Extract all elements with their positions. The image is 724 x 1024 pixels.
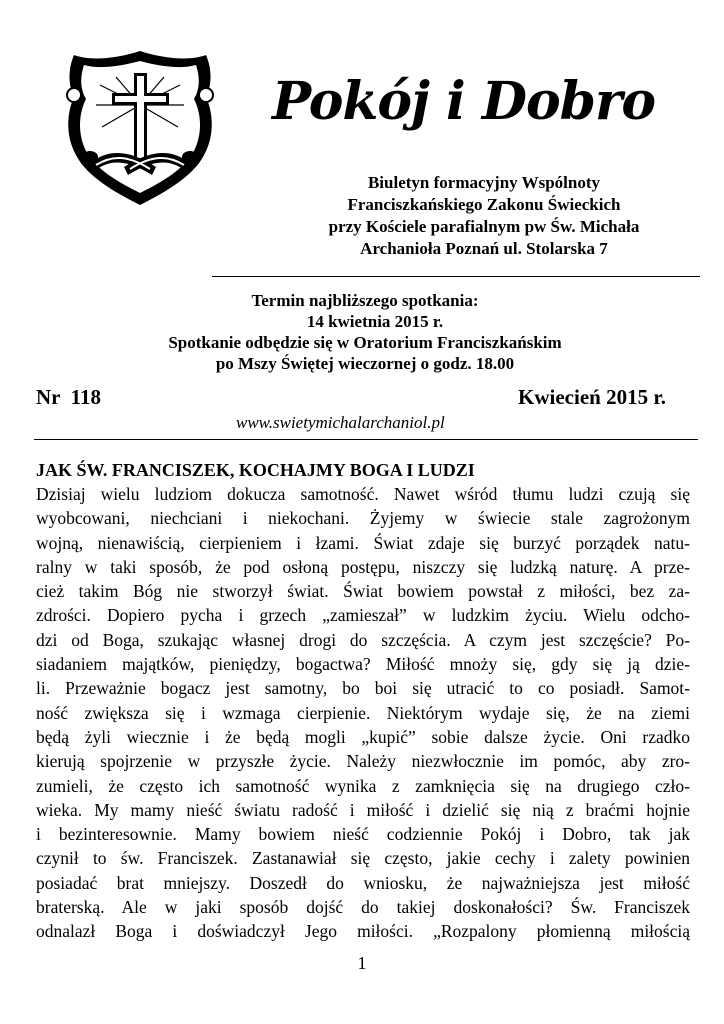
section-divider — [34, 439, 698, 440]
article-line: będą żyli wiecznie i że będą mogli „kupić” sobie dalsze życie. Oni rzadko — [36, 726, 690, 747]
article-line: li. Przeważnie bogacz jest samotny, bo boi się utracić to co posiadł. Samot- — [36, 678, 690, 699]
bulletin-subtitle — [272, 172, 696, 260]
article-line: braterską. Ale w jaki sposób dojść do takiej doskonałości? Św. Franciszek — [36, 897, 690, 918]
article-line: i bezinteresownie. Mamy bowiem nieść codziennie Pokój i Dobro, tak jak — [36, 824, 690, 845]
article-line: ralny w taki sposób, że pod osłoną postępu, niszczy się ludzką naturę. A prze- — [36, 556, 690, 577]
article-line: wojną, nienawiścią, cierpieniem i łzami. Świat zdaje się burzyć porządek natu- — [36, 532, 690, 553]
article-line: czynił to św. Franciszek. Zastanawiał się często, jakie cechy i zalety powinien — [36, 848, 690, 869]
article-line: cież takim Bóg nie stworzył świat. Świat bowiem powstał z miłości, bez za- — [36, 581, 690, 602]
article-line: siadaniem majątków, pieniędzy, bogactwa? Miłość mnoży się, gdy się ją dzie- — [36, 654, 690, 675]
issue-month: Kwiecień 2015 r. — [518, 385, 666, 409]
article-line: wieka. My mamy nieść światu radość i miłość i dzielić się nią z braćmi hojnie — [36, 799, 690, 820]
meeting-date: 14 kwietnia 2015 r. — [306, 312, 444, 331]
subtitle-line: Archanioła Poznań ul. Stolarska 7 — [360, 239, 608, 258]
subtitle-line: przy Kościele parafialnym pw Św. Michała — [328, 217, 640, 236]
article-line: dzi od Boga, szukając własnej drogi do szczęścia. A czym jest szczęście? Po- — [36, 629, 690, 650]
article-line: zumieli, że często ich samotność wynika z zamknięcia się na drugiego czło- — [36, 775, 690, 796]
page-number: 1 — [357, 953, 367, 973]
meeting-heading: Termin najbliższego spotkania: — [251, 291, 479, 310]
article-line: posiadać brat mniejszy. Doszedł do wniosku, że najważniejsza jest miłość — [36, 872, 690, 893]
header-divider — [212, 276, 700, 277]
meeting-time: po Mszy Świętej wieczornej o godz. 18.00 — [215, 354, 515, 373]
article-line: odnalazł Boga i doświadczył Jego miłości. „Rozpalony płomienną miłością — [36, 921, 690, 942]
article-line: zdrości. Dopiero pycha i grzech „zamieszał” w ludzkim życiu. Wielu odcho- — [36, 605, 690, 626]
article-title: JAK ŚW. FRANCISZEK, KOCHAJMY BOGA I LUDZI — [36, 460, 475, 480]
website-link[interactable]: www.swietymichalarchaniol.pl — [236, 413, 445, 432]
franciscan-cross-emblem-icon — [60, 45, 220, 210]
bulletin-title: Pokój i Dobro — [272, 71, 656, 132]
meeting-place: Spotkanie odbędzie się w Oratorium Franciszkańskim — [168, 333, 562, 352]
article-line: Dzisiaj wielu ludziom dokucza samotność. Nawet wśród tłumu ludzi czują się — [36, 484, 690, 504]
article-line: wyobcowani, niechciani i niekochani. Żyjemy w świecie stale zagrożonym — [36, 508, 690, 529]
article — [36, 458, 690, 944]
article-line: kierują spojrzenie w przyszłe życie. Należy niezwłocznie im pomóc, aby zro- — [36, 751, 690, 772]
article-line: ność zwiększa się i wzmaga cierpienie. Niektórym wydaje się, że na ziemi — [36, 702, 690, 723]
subtitle-line: Franciszkańskiego Zakonu Świeckich — [347, 195, 621, 214]
issue-number: Nr 118 — [36, 385, 101, 409]
meeting-announcement — [40, 290, 690, 374]
subtitle-line: Biuletyn formacyjny Wspólnoty — [367, 173, 601, 192]
